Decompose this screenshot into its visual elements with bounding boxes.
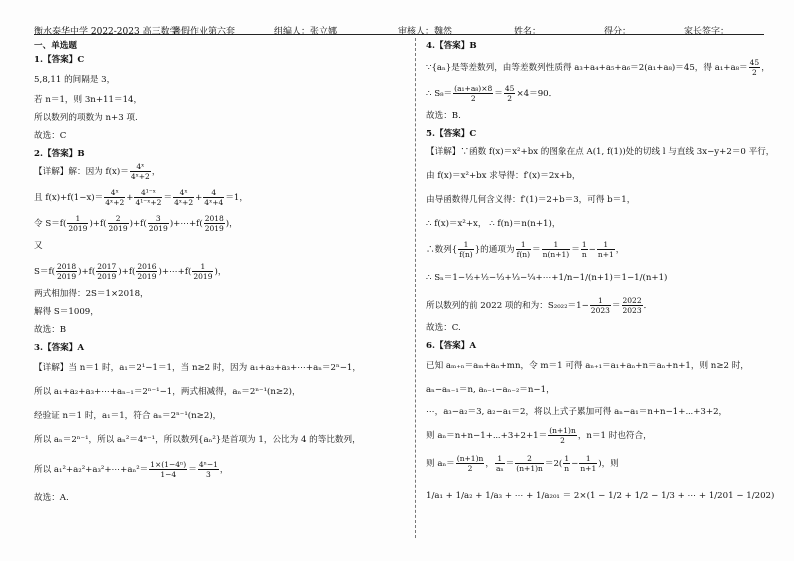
header-reviewer: 审核人：魏然 <box>398 27 453 37</box>
header-title: 暑假作业第六套 <box>172 27 236 37</box>
q5-answer: 5.【答案】C <box>426 129 477 139</box>
q1-line2: 若 n＝1，则 3n+11＝14， <box>34 95 143 105</box>
q5-line2: 由 f(x)＝x²+bx 求导得：f′(x)＝2x+b， <box>426 171 581 181</box>
q4-line2: ∴ S₈＝ $\frac{\text{(a₁+a₈)×8}}{2}$ ＝ $\frac{45}{2}$ ×4＝90． <box>426 84 558 103</box>
q2-answer: 2.【答案】B <box>34 149 85 159</box>
q2-line2: 且 f(x)+f(1−x)＝ $\frac{\text{4ˣ}}{\text{4ˣ+2}}$ + $\frac{\text{4¹⁻ˣ}}{\text{4¹⁻ˣ+2}}$ ＝ $\frac{\text{4ˣ}}{\text{4ˣ+2}}$ + $\frac{4}{\text{4ˣ+4}}$ ＝1， <box>34 188 248 207</box>
q6-line6: 1/a₁ + 1/a₂ + 1/a₃ + ⋯ + 1/a₂₀₁ ＝ 2×(1 − 1/2 + 1/2 − 1/3 + ⋯ + 1/201 − 1/202) <box>426 491 775 501</box>
q1-line4: 故选：C <box>34 131 67 141</box>
header-rule <box>34 34 764 35</box>
q6-line5: 则 aₙ＝ $\frac{(n+1)n}{2}$ ， $\frac{1}{\text{aₙ}}$ ＝ $\frac{2}{(n+1)n}$ ＝2( $\frac{1}{n}$ − $\frac{1}{n+1}$ )，则 <box>426 454 619 473</box>
q3-line4: 所以 aₙ＝2ⁿ⁻¹，所以 aₙ²＝4ⁿ⁻¹，所以数列{aₙ²}是首项为 1，公比为 4 的等比数列， <box>34 435 361 445</box>
q1-answer: 1.【答案】C <box>34 55 85 65</box>
q4-answer: 4.【答案】B <box>426 41 477 51</box>
q2-line8: 故选：B <box>34 325 67 335</box>
q5-line8: 故选：C. <box>426 323 461 333</box>
q4-line3: 故选：B. <box>426 111 461 121</box>
q6-line2: aₙ−aₙ₋₁＝n, aₙ₋₁−aₙ₋₂＝n−1， <box>426 385 555 395</box>
q3-line1: 【详解】当 n＝1 时，a₁＝2¹−1＝1，当 n≥2 时，因为 a₁+a₂+a₃+⋯+aₙ＝2ⁿ−1， <box>34 363 361 373</box>
q4-line1: ∵{aₙ}是等差数列，由等差数列性质得 a₃+a₄+a₅+a₆＝2(a₁+a₈)＝45，得 a₁+a₈＝ $\frac{45}{2}$ ， <box>426 58 770 77</box>
header-parent: 家长签字： <box>684 27 730 37</box>
q2-line5: S＝f( $\frac{2018}{2019}$ )+f( $\frac{2017}{2019}$ )+f( $\frac{2016}{2019}$ )+⋯+f( $\frac{1}{2019}$ )， <box>34 262 227 281</box>
page-header <box>34 8 764 37</box>
q5-line4: ∴ f(x)＝x²+x， ∴ f(n)＝n(n+1)， <box>426 219 561 229</box>
q5-line5: ∴数列{ $\frac{1}{f(n)}$ }的通项为 $\frac{1}{f(n)}$ ＝ $\frac{1}{n(n+1)}$ ＝ $\frac{1}{n}$ − $\frac{1}{n+1}$ ， <box>426 240 625 259</box>
q1-line3: 所以数列的项数为 n+3 项. <box>34 113 138 123</box>
q2-line7: 解得 S＝1009， <box>34 307 99 317</box>
header-score: 得分： <box>604 27 632 37</box>
header-school: 衡水泰华中学 2022-2023 高三数学 <box>34 27 179 37</box>
q5-line1: 【详解】∵函数 f(x)＝x²+bx 的图象在点 A(1, f(1))处的切线 l 与直线 3x−y+2＝0 平行， <box>426 147 775 157</box>
q3-line6: 故选：A. <box>34 493 69 503</box>
q6-line1: 已知 aₘ₊ₙ＝aₘ+aₙ+mn，令 m＝1 可得 aₙ₊₁＝a₁+aₙ+n＝aₙ+n+1，则 n≥2 时， <box>426 361 749 371</box>
q5-line6: ∴ Sₙ＝1−½+½−⅓+⅓−¼+⋯+1/n−1/(n+1)＝1−1/(n+1) <box>426 273 668 283</box>
header-name: 姓名： <box>514 27 542 37</box>
q3-line5: 所以 a₁²+a₂²+a₃²+⋯+aₙ²＝ $\frac{\text{1×(1−4ⁿ)}}{1-4}$ ＝ $\frac{\text{4ⁿ−1}}{3}$ ， <box>34 460 229 479</box>
q5-line3: 由导函数得几何含义得：f′(1)＝2+b＝3，可得 b＝1， <box>426 195 636 205</box>
header-editor: 组编人：张立娜 <box>274 27 338 37</box>
q2-line6: 两式相加得：2S＝1×2018， <box>34 289 149 299</box>
q3-line2: 所以 a₁+a₂+a₃+⋯+aₙ₋₁＝2ⁿ⁻¹−1，两式相减得，aₙ＝2ⁿ⁻¹(n≥2)， <box>34 387 301 397</box>
q2-line4: 又 <box>34 241 43 251</box>
q3-line3: 经验证 n＝1 时，a₁＝1，符合 aₙ＝2ⁿ⁻¹(n≥2)， <box>34 411 222 421</box>
q6-line3: ⋯，a₃−a₂＝3, a₂−a₁＝2，将以上式子累加可得 aₙ−a₁＝n+n−1+⋯+3+2， <box>426 407 728 417</box>
q2-line1: 【详解】解：因为 f(x)＝ $\frac{\text{4ˣ}}{\text{4ˣ+2}}$ ， <box>34 162 161 181</box>
q6-answer: 6.【答案】A <box>426 341 477 351</box>
q3-answer: 3.【答案】A <box>34 343 85 353</box>
q6-line4: 则 aₙ＝n+n−1+⋯+3+2+1＝ $\frac{(n+1)n}{2}$ ，n＝1 时也符合， <box>426 426 652 445</box>
column-divider <box>415 38 416 538</box>
q2-line3: 令 S＝f( $\frac{1}{2019}$ )+f( $\frac{2}{2019}$ )+f( $\frac{3}{2019}$ )+⋯+f( $\frac{2018}{2019}$ )， <box>34 214 238 233</box>
section-title: 一、单选题 <box>34 41 77 51</box>
q1-line1: 5,8,11 的间隔是 3， <box>34 75 116 85</box>
q5-line7: 所以数列的前 2022 项的和为：S₂₀₂₂＝1− $\frac{1}{2023}$ ＝ $\frac{2022}{2023}$ ． <box>426 296 653 315</box>
